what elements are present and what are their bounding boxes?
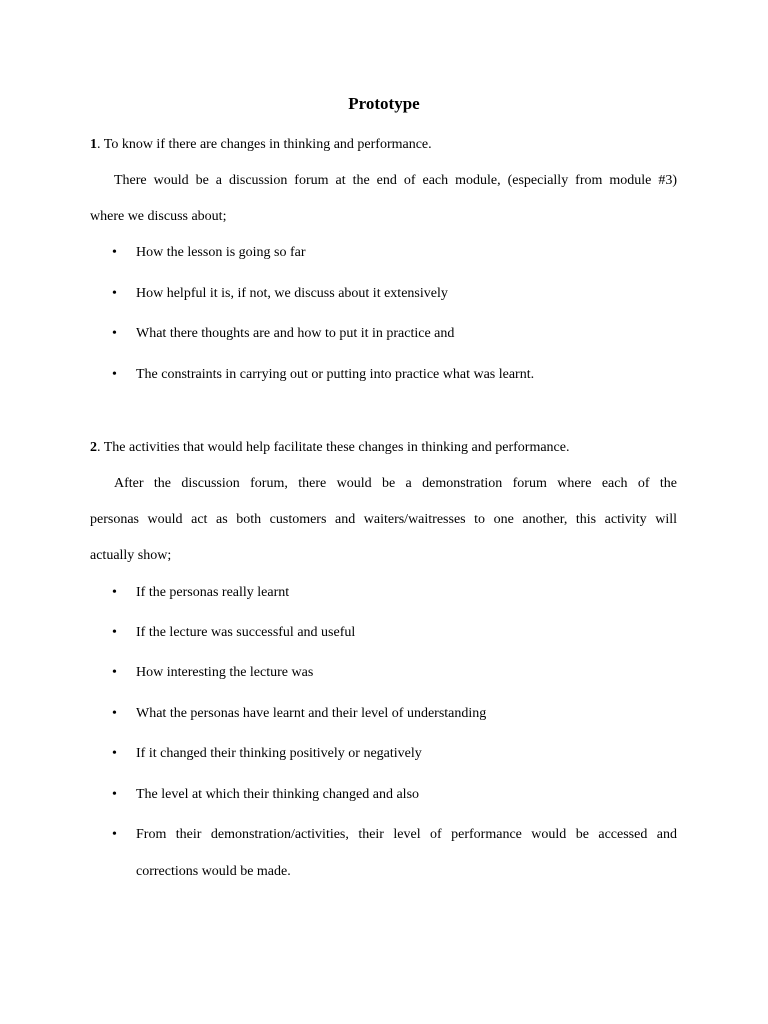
bullet-icon: •: [112, 746, 117, 761]
bullet-icon: •: [112, 787, 117, 802]
bullet-icon: •: [112, 625, 117, 640]
section-1-heading-text: . To know if there are changes in thinking and performance.: [97, 137, 432, 152]
section-1-list-item: How helpful it is, if not, we discuss about it extensively: [136, 286, 448, 301]
bullet-icon: •: [112, 245, 117, 260]
bullet-icon: •: [112, 367, 117, 382]
section-1-list-item: What there thoughts are and how to put it in practice and: [136, 326, 455, 341]
section-2-paragraph-line-2: personas would act as both customers and waiters/waitresses to one another, this activity will: [90, 512, 677, 527]
bullet-icon: •: [112, 286, 117, 301]
bullet-icon: •: [112, 706, 117, 721]
section-2-list-item: From their demonstration/activities, their level of performance would be accessed and: [136, 827, 677, 842]
bullet-icon: •: [112, 585, 117, 600]
section-2-number: 2: [90, 440, 97, 455]
bullet-icon: •: [112, 326, 117, 341]
section-2-list-item: If the lecture was successful and useful: [136, 625, 356, 640]
section-2-list-item: What the personas have learnt and their level of understanding: [136, 706, 487, 721]
section-1-paragraph-line-2: where we discuss about;: [90, 209, 227, 224]
section-2-heading: [90, 438, 569, 458]
section-2-paragraph-line-1: After the discussion forum, there would be a demonstration forum where each of the: [114, 476, 677, 491]
section-1-heading: [90, 135, 432, 155]
section-2-list-item: The level at which their thinking changed and also: [136, 787, 420, 802]
bullet-icon: •: [112, 665, 117, 680]
section-1-list-item: How the lesson is going so far: [136, 245, 306, 260]
section-1-paragraph-line-1: There would be a discussion forum at the end of each module, (especially from module #3): [114, 173, 677, 188]
section-2-list-item-continuation: corrections would be made.: [136, 864, 291, 879]
section-1-number: 1: [90, 137, 97, 152]
section-2-list-item: If it changed their thinking positively or negatively: [136, 746, 422, 761]
section-2-paragraph-line-3: actually show;: [90, 548, 172, 563]
bullet-icon: •: [112, 827, 117, 842]
section-2-list-item: How interesting the lecture was: [136, 665, 314, 680]
section-2-heading-text: . The activities that would help facilitate these changes in thinking and performance.: [97, 440, 570, 455]
document-title: Prototype: [348, 94, 420, 113]
section-1-list-item: The constraints in carrying out or putting into practice what was learnt.: [136, 367, 535, 382]
section-2-list-item: If the personas really learnt: [136, 585, 290, 600]
